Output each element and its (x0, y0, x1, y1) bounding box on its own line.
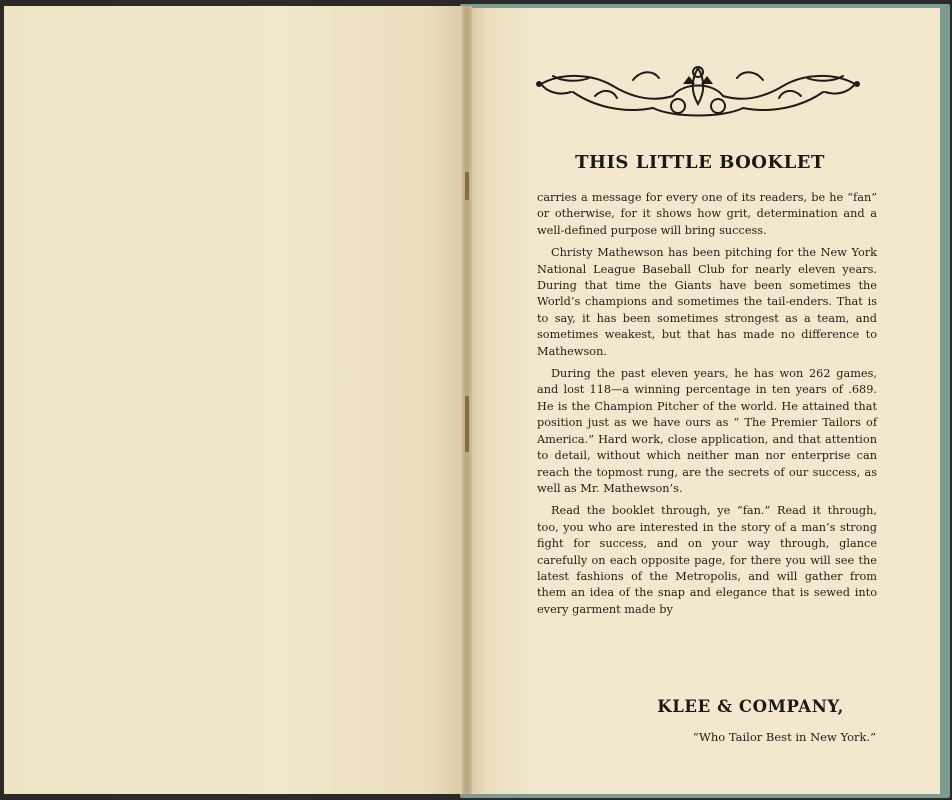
paragraph-invitation: Read the booklet through, ye “fan.” Read it through, too, you who are interested in the story of a man’s strong fight for success, and on your way through, glance carefully on each opposite page, for there you will see the latest fashions of the Metropolis, and will gather from them an idea of the snap and elegance that is sewed into every garment made by (537, 504, 877, 616)
body-text (537, 190, 877, 624)
paragraph-mathewson: Christy Mathewson has been pitching for the New York National League Baseball Club for nearly eleven years. During that time the Giants have been sometimes the World’s champions and sometimes the tail-enders. That is to say, it has been sometimes strongest as a team, and sometimes weakest, but that has made no difference to Mathewson. (537, 246, 877, 358)
paragraph-intro: carries a message for every one of its readers, be he “fan” or otherwise, for it shows how grit, determination and a well-defined purpose will bring success. (537, 191, 877, 237)
floral-scroll-ornament (533, 62, 863, 124)
left-page-blank (4, 6, 466, 794)
staple-bottom (465, 396, 469, 452)
paragraph-record: During the past eleven years, he has won 262 games, and lost 118—a winning percentage in ten years of .689. He is the Champion Pitcher of the world. He attained that position just as we have ours as “ The Premier Tailors of America.” Hard work, close application, and that attention to detail, without which neither man nor enterprise can reach the topmost rung, are the secrets of our success, as well as Mr. Mathewson’s. (537, 367, 877, 495)
company-motto: “Who Tailor Best in New York.” (692, 730, 876, 744)
company-name: KLEE & COMPANY, (657, 697, 844, 716)
staple-top (465, 172, 469, 200)
booklet-title: THIS LITTLE BOOKLET (575, 152, 825, 173)
